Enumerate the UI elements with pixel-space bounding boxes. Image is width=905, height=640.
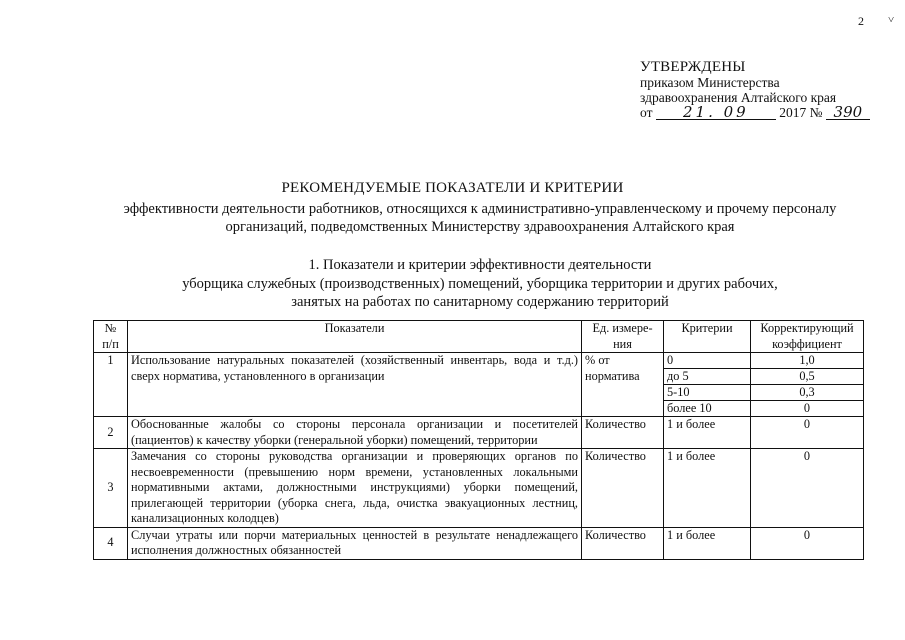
coefficient-item: 0,5 — [751, 368, 863, 384]
row-number: 4 — [94, 527, 128, 559]
approval-heading: УТВЕРЖДЕНЫ — [640, 59, 746, 75]
row-indicator: Использование натуральных показателей (хозяйственный инвентарь, вода и т.д.) сверх норматива, установленного в организации — [128, 353, 582, 417]
coefficient-item: 1,0 — [799, 353, 815, 367]
corner-mark: ˅ — [888, 14, 895, 26]
approval-line-order: приказом Министерства — [640, 75, 780, 90]
table-row — [94, 449, 864, 528]
table-row — [94, 527, 864, 559]
header-num: № п/п — [94, 321, 128, 353]
table-row — [94, 417, 864, 449]
row-number: 1 — [94, 353, 128, 417]
row-unit: Количество — [582, 417, 664, 449]
approval-line-ministry: здравоохранения Алтайского края — [640, 90, 837, 105]
section-heading — [100, 256, 860, 312]
criteria-item: 0 — [667, 353, 674, 367]
row-unit: % от норматива — [582, 353, 664, 417]
row-unit: Количество — [582, 527, 664, 559]
criteria-table — [93, 320, 864, 560]
row-criteria: 1 и более — [664, 527, 751, 559]
row-coefficient: 0 — [751, 449, 864, 528]
page-number: 2 — [858, 14, 864, 28]
section-line-3: занятых на работах по санитарному содержанию территорий — [291, 294, 669, 310]
section-line-1: 1. Показатели и критерии эффективности деятельности — [308, 257, 652, 273]
coefficient-item: 0,3 — [751, 384, 863, 400]
subtitle-line-2: организаций, подведомственных Министерству здравоохранения Алтайского края — [225, 219, 735, 235]
header-coefficient: Корректирующий коэффициент — [751, 321, 864, 353]
row-criteria-list — [664, 353, 751, 417]
row-coefficient: 0 — [751, 527, 864, 559]
approval-date-line — [640, 105, 870, 120]
approval-from-label: от — [640, 105, 653, 120]
row-coefficient: 0 — [751, 417, 864, 449]
row-indicator: Случаи утраты или порчи материальных ценностей в результате ненадлежащего исполнения должностных обязанностей — [128, 527, 582, 559]
approval-block — [640, 60, 870, 120]
criteria-item: 5-10 — [664, 384, 750, 400]
row-number: 2 — [94, 417, 128, 449]
document-subtitle — [100, 200, 860, 236]
row-indicator: Замечания со стороны руководства организации и проверяющих органов по несвоевременности (превышению норм времени, установленных локальными нормативными актами, должностными инструкциями) уборки помещений, прилегающей территории (уборка снега, льда, очистка эвакуационных лестниц, канализационных колодцев) — [128, 449, 582, 528]
handwritten-order-number: 390 — [826, 105, 870, 120]
header-criteria: Критерии — [664, 321, 751, 353]
row-criteria: 1 и более — [664, 449, 751, 528]
row-coefficient-list — [751, 353, 864, 417]
subtitle-line-1: эффективности деятельности работников, относящихся к административно-управленческому и прочему персоналу — [123, 201, 837, 217]
approval-year-label: 2017 № — [779, 105, 823, 120]
row-unit: Количество — [582, 449, 664, 528]
criteria-item: до 5 — [664, 368, 750, 384]
row-indicator: Обоснованные жалобы со стороны персонала организации и посетителей (пациентов) к качеству уборки (генеральной уборки) помещений, территории — [128, 417, 582, 449]
row-number: 3 — [94, 449, 128, 528]
row-criteria: 1 и более — [664, 417, 751, 449]
coefficient-item: 0 — [751, 400, 863, 416]
criteria-item: более 10 — [664, 400, 750, 416]
document-title: РЕКОМЕНДУЕМЫЕ ПОКАЗАТЕЛИ И КРИТЕРИИ — [281, 180, 624, 196]
header-unit: Ед. измере- ния — [582, 321, 664, 353]
table-header-row — [94, 321, 864, 353]
header-indicator: Показатели — [128, 321, 582, 353]
table-row — [94, 353, 864, 417]
handwritten-date: 21. 09 — [656, 105, 776, 120]
section-line-2: уборщика служебных (производственных) помещений, уборщика территории и других рабочих, — [182, 275, 778, 292]
